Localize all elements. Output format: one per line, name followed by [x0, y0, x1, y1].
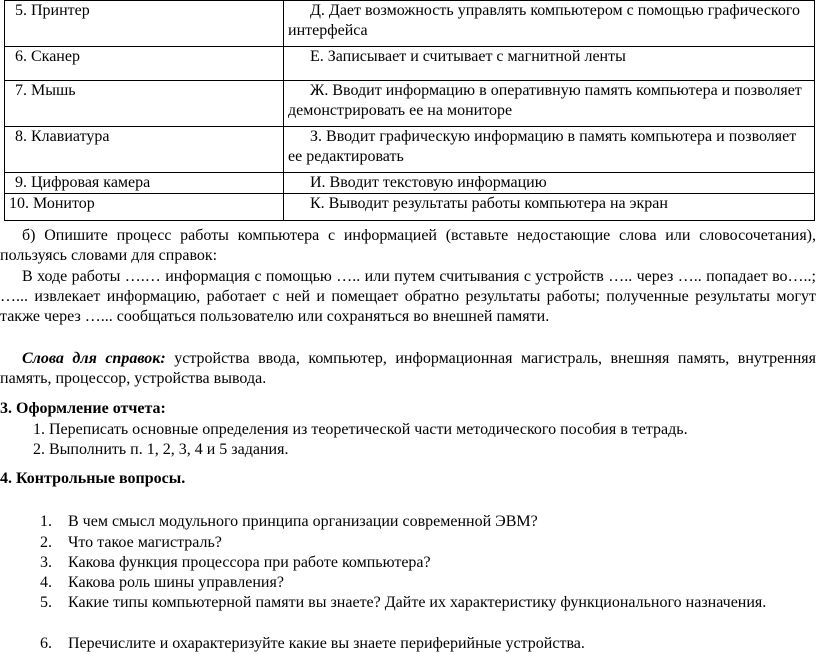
description-cell [284, 81, 815, 127]
question-number: 4. [40, 574, 52, 591]
description-text: З. Вводит графическую информацию в память компьютера и позволяет ее редактировать [288, 128, 797, 165]
question-text: В чем смысл модульного принципа организации современной ЭВМ? [68, 513, 538, 530]
description-text: И. Вводит текстовую информацию [310, 174, 547, 191]
section-4-heading: 4. Контрольные вопросы. [0, 470, 186, 487]
device-cell: 9. Цифровая камера [5, 173, 284, 194]
description-text: Ж. Вводит информацию в оперативную память компьютера и позволяет демонстрировать ее на мониторе [288, 82, 802, 119]
question-number: 2. [40, 534, 52, 551]
description-text: К. Выводит результаты работы компьютера на экран [310, 195, 668, 212]
device-cell: 5. Принтер [5, 1, 284, 47]
device-cell: 10. Монитор [5, 194, 284, 221]
report-item: 1. Переписать основные определения из теоретической части методического пособия в тетрадь. [33, 421, 688, 438]
description-cell [284, 173, 815, 194]
device-cell: 8. Клавиатура [5, 127, 284, 173]
table-row [5, 194, 815, 221]
description-text: Д. Дает возможность управлять компьютером с помощью графического интерфейса [288, 2, 801, 39]
device-cell: 7. Мышь [5, 81, 284, 127]
reference-words-label: Слова для справок: [22, 350, 166, 367]
matching-table [4, 0, 815, 221]
question-number: 5. [40, 594, 52, 611]
description-cell [284, 1, 815, 47]
task-b-intro: б) Опишите процесс работы компьютера с информацией (вставьте недостающие слова или словосочетания), пользуясь словами для справок: [0, 227, 816, 264]
question-text: Что такое магистраль? [68, 534, 222, 551]
question-text: Перечислите и охарактеризуйте какие вы знаете периферийные устройства. [68, 635, 585, 652]
question-text: Какова роль шины управления? [68, 574, 284, 591]
description-cell [284, 47, 815, 81]
description-cell [284, 127, 815, 173]
table-row [5, 81, 815, 127]
report-item: 2. Выполнить п. 1, 2, 3, 4 и 5 задания. [33, 441, 289, 458]
table-row [5, 47, 815, 81]
question-text: Какие типы компьютерной памяти вы знаете? Дайте их характеристику функционального назначения. [68, 594, 767, 611]
table-row [5, 127, 815, 173]
description-cell [284, 194, 815, 221]
device-cell: 6. Сканер [5, 47, 284, 81]
table-row [5, 1, 815, 47]
question-number: 6. [40, 635, 52, 652]
question-number: 3. [40, 554, 52, 571]
question-text: Какова функция процессора при работе компьютера? [68, 554, 431, 571]
reference-words-list: устройства ввода, компьютер, информационная магистраль, внешняя память, внутренняя память, процессор, устройства вывода. [0, 350, 816, 387]
task-b-body: В ходе работы ….… информация с помощью ….. или путем считывания с устройств ….. через ….. попадает во…..; …... извлекает информацию, работает с ней и помещает обратно результаты работы; полученные результаты могут также через …... сообщаться пользователю или сохраняться во внешней памяти. [0, 268, 816, 325]
table-row [5, 173, 815, 194]
section-3-heading: 3. Оформление отчета: [0, 400, 166, 417]
question-number: 1. [40, 513, 52, 530]
reference-words [0, 349, 816, 389]
description-text: Е. Записывает и считывает с магнитной ленты [310, 48, 626, 65]
